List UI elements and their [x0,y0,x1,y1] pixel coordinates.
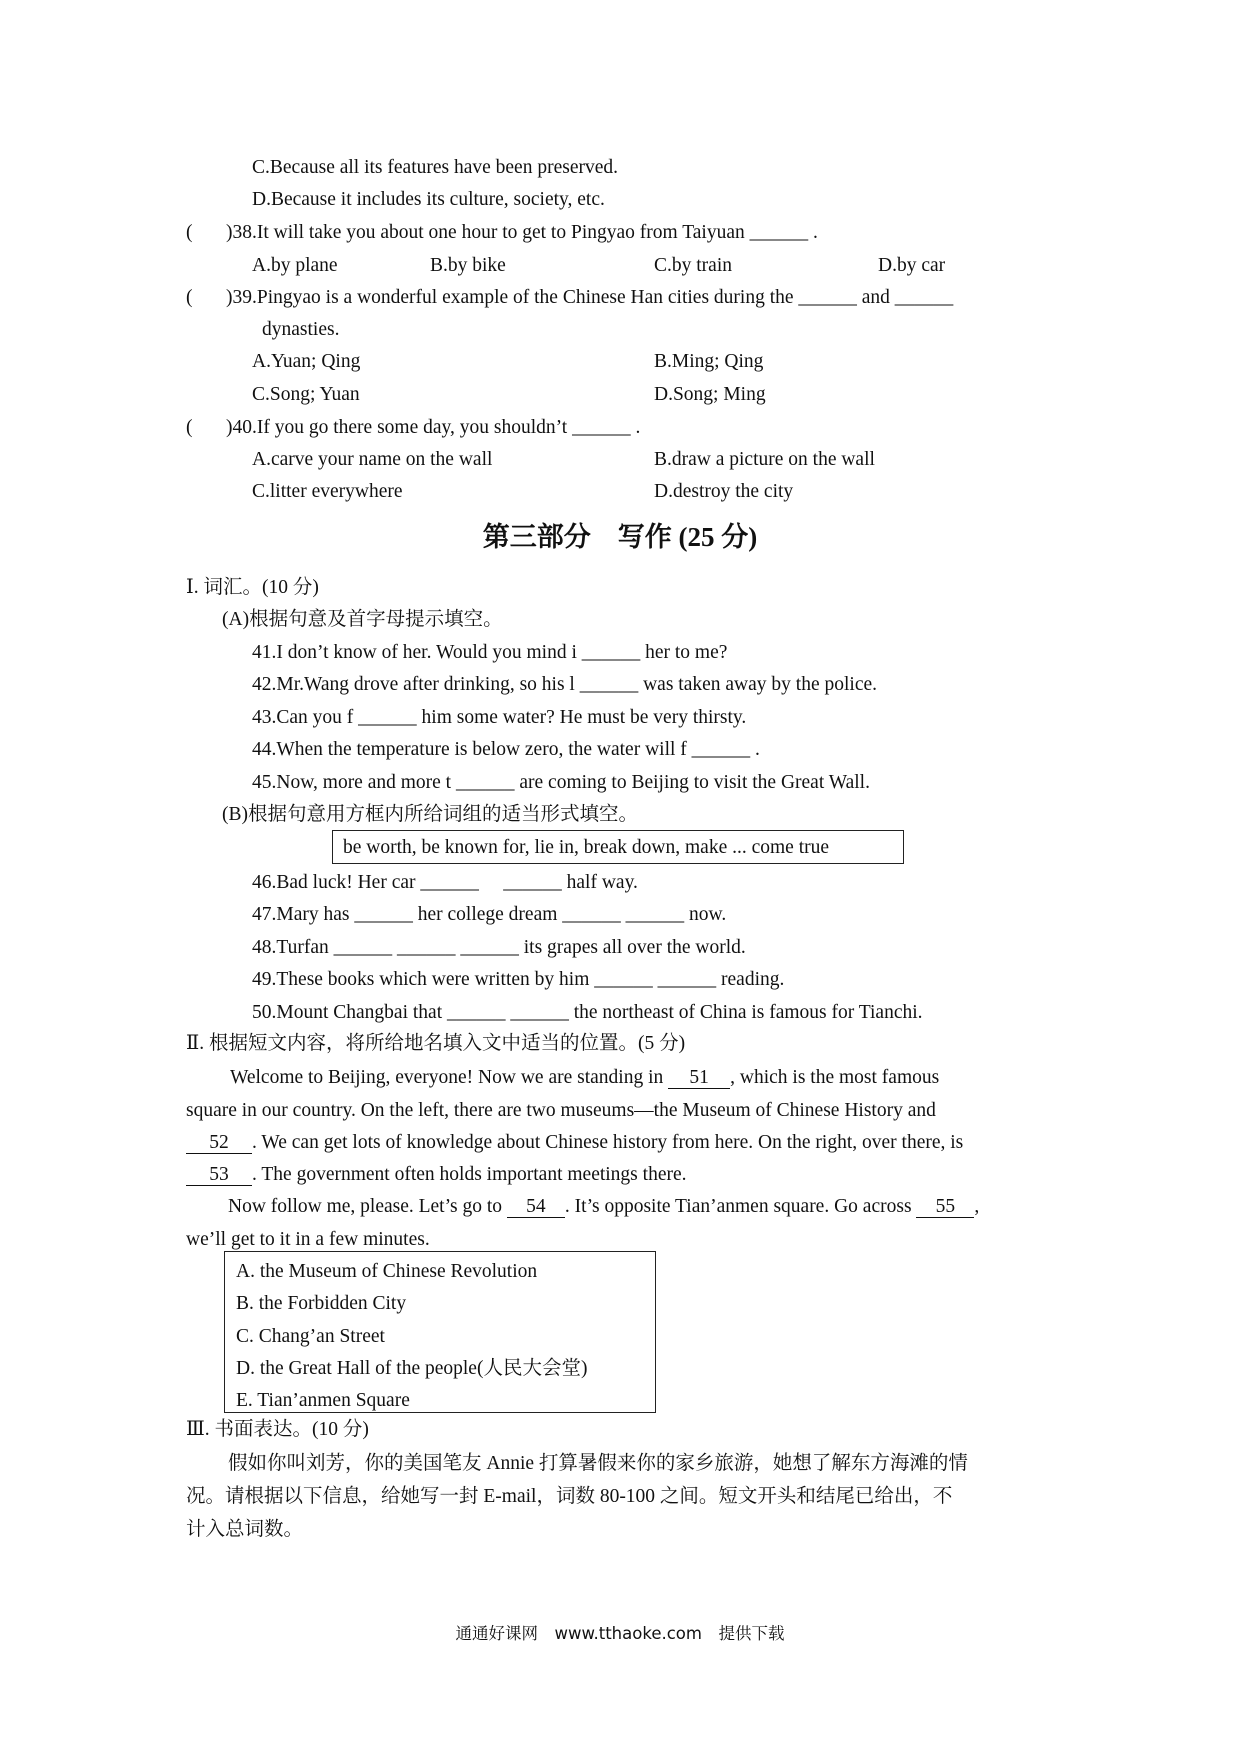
places-box [224,1251,656,1413]
q39-option-a: A.Yuan; Qing [252,351,361,372]
word-box-text: be worth, be known for, lie in, break down, make ... come true [343,837,830,858]
place-option-c: C. Chang’an Street [236,1326,385,1347]
q37-option-c: C.Because all its features have been preserved. [252,157,619,178]
q40-option-a: A.carve your name on the wall [252,449,493,470]
q39-option-b: B.Ming; Qing [654,351,764,372]
q46: 46.Bad luck! Her car ______ ______ half way. [252,872,638,893]
q40-paren: ( [186,417,193,438]
q39-paren: ( [186,287,193,308]
q42: 42.Mr.Wang drove after drinking, so his l ______ was taken away by the police. [252,674,877,695]
q37-option-d: D.Because it includes its culture, society, etc. [252,189,605,210]
q38-option-a: A.by plane [252,255,338,276]
part3-title: 第三部分 写作 (25 分) [482,522,758,552]
q39-option-d: D.Song; Ming [654,384,766,405]
q38-option-c: C.by train [654,255,732,276]
q44: 44.When the temperature is below zero, the water will f ______ . [252,739,760,760]
place-option-d: D. the Great Hall of the people(人民大会堂) [236,1358,588,1379]
q45: 45.Now, more and more t ______ are coming to Beijing to visit the Great Wall. [252,772,870,793]
passage-line-5: Now follow me, please. Let’s go to 54 . It’s opposite Tian’anmen square. Go across 55 , [228,1196,980,1217]
q38-option-b: B.by bike [430,255,506,276]
q49: 49.These books which were written by him ______ ______ reading. [252,969,785,990]
q38-stem: )38.It will take you about one hour to get to Pingyao from Taiyuan ______ . [226,222,818,243]
q43: 43.Can you f ______ him some water? He must be very thirsty. [252,707,747,728]
place-option-b: B. the Forbidden City [236,1293,407,1314]
q40-stem: )40.If you go there some day, you shouldn’t ______ . [226,417,641,438]
q41: 41.I don’t know of her. Would you mind i ______ her to me? [252,642,728,663]
writing-prompt-line-1: 假如你叫刘芳，你的美国笔友 Annie 打算暑假来你的家乡旅游，她想了解东方海滩的情 [228,1453,968,1474]
q40-option-c: C.litter everywhere [252,481,403,502]
blank-53: 53 [186,1165,252,1186]
q39-option-c: C.Song; Yuan [252,384,360,405]
blank-52: 52 [186,1133,252,1154]
passage-line-2: square in our country. On the left, there are two museums—the Museum of Chinese History and [186,1100,936,1121]
q40-option-d: D.destroy the city [654,481,794,502]
q39-stem: )39.Pingyao is a wonderful example of the Chinese Han cities during the ______ and ______ [226,287,954,308]
blank-55: 55 [916,1197,974,1218]
blank-51: 51 [668,1068,730,1089]
q38-paren: ( [186,222,193,243]
q47: 47.Mary has ______ her college dream ______ ______ now. [252,904,727,925]
section1-sub-a: (A)根据句意及首字母提示填空。 [222,609,503,630]
word-box [332,830,904,864]
place-option-e: E. Tian’anmen Square [236,1390,410,1411]
blank-54: 54 [507,1197,565,1218]
section2-heading: Ⅱ. 根据短文内容，将所给地名填入文中适当的位置。(5 分) [186,1033,686,1054]
writing-prompt-line-2: 况。请根据以下信息，给她写一封 E-mail，词数 80-100 之间。短文开头和结尾已给出，不 [186,1486,953,1507]
place-option-a: A. the Museum of Chinese Revolution [236,1261,538,1282]
writing-prompt-line-3: 计入总词数。 [186,1519,304,1540]
passage-line-1: Welcome to Beijing, everyone! Now we are standing in 51 , which is the most famous [230,1067,940,1088]
section1-sub-b: (B)根据句意用方框内所给词组的适当形式填空。 [222,804,638,825]
page-footer: 通通好课网 www.tthaoke.com 提供下载 [455,1624,785,1643]
q48: 48.Turfan ______ ______ ______ its grapes all over the world. [252,937,746,958]
q50: 50.Mount Changbai that ______ ______ the northeast of China is famous for Tianchi. [252,1002,923,1023]
passage-line-3: 52 . We can get lots of knowledge about Chinese history from here. On the right, over there, is [186,1133,963,1154]
q39-stem-cont: dynasties. [262,319,340,340]
q38-option-d: D.by car [878,255,946,276]
section1-heading: Ⅰ. 词汇。(10 分) [186,577,319,598]
q40-option-b: B.draw a picture on the wall [654,449,875,470]
passage-line-6: we’ll get to it in a few minutes. [186,1229,430,1250]
passage-line-4: 53 . The government often holds important meetings there. [186,1165,687,1186]
section3-heading: Ⅲ. 书面表达。(10 分) [186,1419,369,1440]
